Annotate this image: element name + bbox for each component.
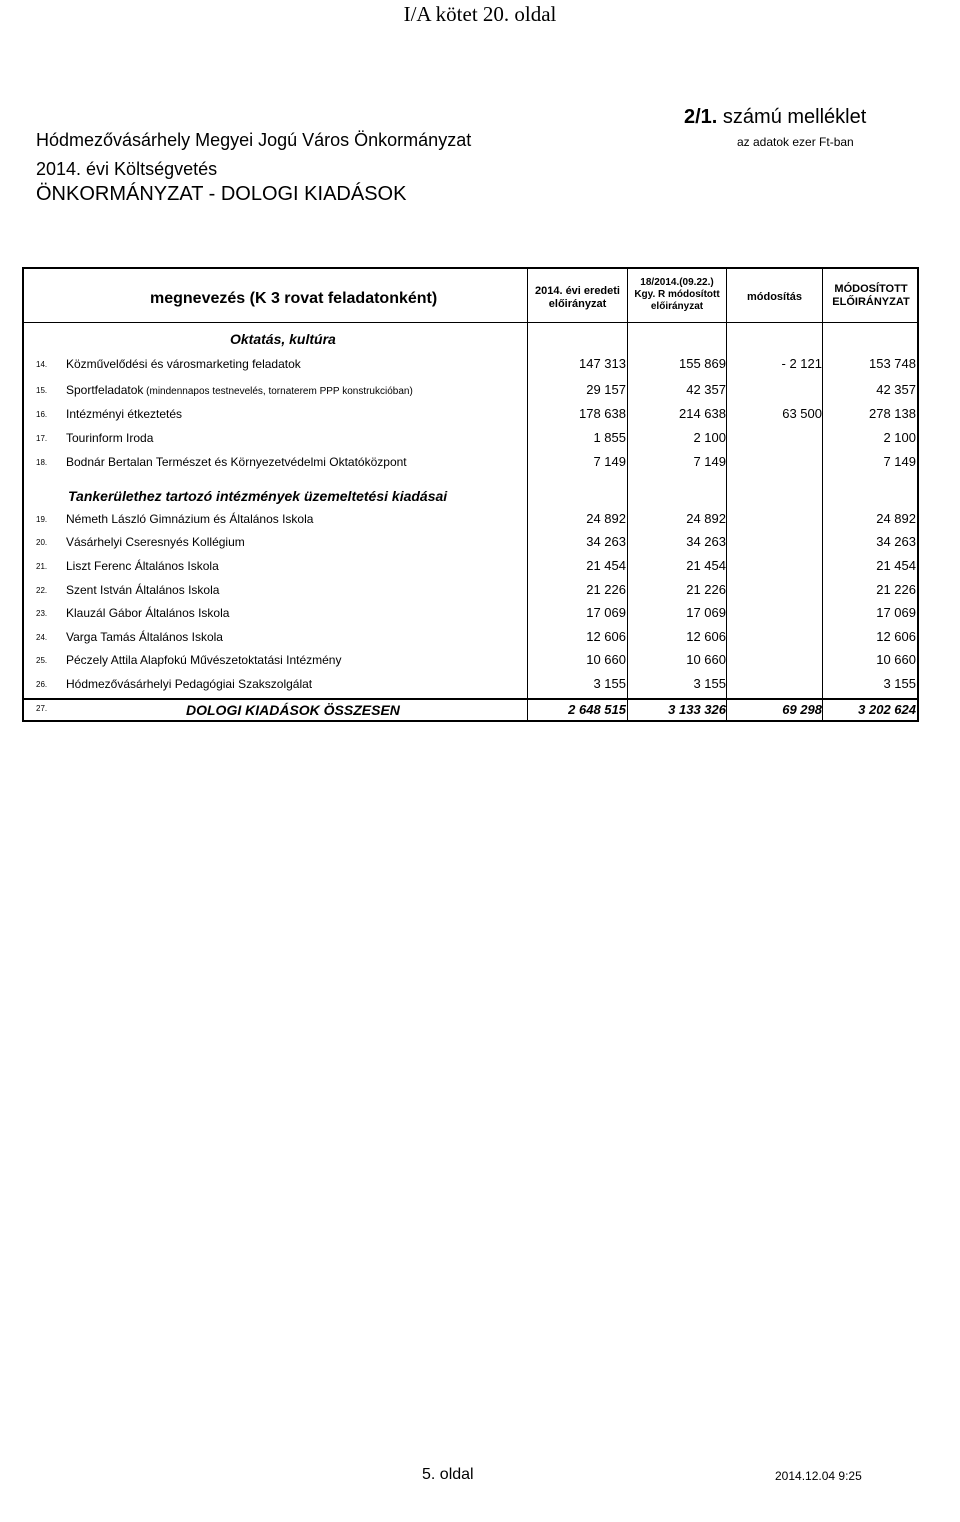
- row-number: 17.: [36, 434, 48, 443]
- cell-original: 7 149: [593, 454, 626, 469]
- cell-original: 29 157: [586, 382, 626, 397]
- row-name: Szent István Általános Iskola: [66, 583, 220, 597]
- row-number: 27.: [36, 704, 48, 713]
- table-row: [22, 354, 919, 376]
- table-row: [22, 380, 919, 402]
- cell-modified: 10 660: [876, 652, 916, 667]
- total-label: DOLOGI KIADÁSOK ÖSSZESEN: [186, 702, 400, 718]
- row-number: 22.: [36, 586, 48, 595]
- row-number: 19.: [36, 515, 48, 524]
- cell-amended: 155 869: [679, 356, 726, 371]
- row-number: 18.: [36, 458, 48, 467]
- volume-page-label: I/A kötet 20. oldal: [403, 2, 557, 26]
- table-row: [22, 674, 919, 696]
- row-number: 25.: [36, 656, 48, 665]
- cell-modified: 3 155: [883, 676, 916, 691]
- row-name: Vásárhelyi Cseresnyés Kollégium: [66, 535, 245, 549]
- total-modified: 3 202 624: [858, 702, 916, 717]
- cell-modified: 12 606: [876, 629, 916, 644]
- row-name: [66, 431, 153, 445]
- total-amended: 3 133 326: [668, 702, 726, 717]
- header-divider: [22, 322, 919, 323]
- cell-modified: 42 357: [876, 382, 916, 397]
- cell-original: 3 155: [593, 676, 626, 691]
- cell-modified: 278 138: [869, 406, 916, 421]
- section-heading: Tankerülethez tartozó intézmények üzemeltetési kiadásai: [68, 488, 448, 504]
- total-row: [22, 700, 919, 722]
- cell-original: 34 263: [586, 534, 626, 549]
- cell-modified: 17 069: [876, 605, 916, 620]
- table-row: [22, 428, 919, 450]
- cell-original: 12 606: [586, 629, 626, 644]
- cell-original: 10 660: [586, 652, 626, 667]
- header-line: előirányzat: [548, 298, 607, 310]
- row-number: 21.: [36, 562, 48, 571]
- header-line: 2014. évi eredeti: [534, 285, 620, 297]
- cell-original: 24 892: [586, 511, 626, 526]
- cell-amended: 34 263: [686, 534, 726, 549]
- cell-modified: 153 748: [869, 356, 916, 371]
- row-name-text: Közművelődési és városmarketing feladatok: [66, 357, 301, 371]
- annex-label: [684, 106, 866, 129]
- cell-original: 178 638: [579, 406, 626, 421]
- table-row: [22, 627, 919, 649]
- column-header-original: [528, 285, 627, 311]
- cell-change: - 2 121: [781, 356, 822, 371]
- cell-amended: 214 638: [679, 406, 726, 421]
- cell-amended: 21 226: [686, 582, 726, 597]
- table-row: [22, 580, 919, 602]
- total-original: 2 648 515: [568, 702, 626, 717]
- row-name: [66, 357, 301, 371]
- cell-amended: 7 149: [693, 454, 726, 469]
- footer-page-number: 5. oldal: [422, 1466, 474, 1483]
- cell-original: 21 226: [586, 582, 626, 597]
- row-name: Hódmezővásárhelyi Pedagógiai Szakszolgálat: [66, 677, 313, 691]
- organization-name: Hódmezővásárhely Megyei Jogú Város Önkormányzat: [36, 130, 472, 150]
- table-row: [22, 452, 919, 474]
- row-number: 23.: [36, 609, 48, 618]
- row-name-text: Tourinform Iroda: [66, 431, 154, 445]
- cell-amended: 3 155: [693, 676, 726, 691]
- cell-modified: 21 454: [876, 558, 916, 573]
- row-name-text: Intézményi étkeztetés: [66, 407, 183, 421]
- annex-number: 2/1.: [684, 106, 718, 128]
- row-name: [66, 407, 182, 421]
- row-number: 14.: [36, 360, 48, 369]
- cell-amended: 24 892: [686, 511, 726, 526]
- header-line: ELŐIRÁNYZAT: [832, 296, 910, 308]
- cell-original: 17 069: [586, 605, 626, 620]
- column-header-amended: [628, 277, 726, 313]
- column-header-change: módosítás: [746, 291, 802, 303]
- cell-modified: 7 149: [883, 454, 916, 469]
- row-name: Németh László Gimnázium és Általános Iskola: [66, 512, 314, 526]
- budget-year: 2014. évi Költségvetés: [36, 159, 218, 179]
- row-name-note: (mindennapos testnevelés, tornaterem PPP konstrukcióban): [143, 386, 413, 397]
- header-line: MÓDOSÍTOTT: [834, 283, 908, 295]
- cell-amended: 12 606: [686, 629, 726, 644]
- table-row: [22, 532, 919, 554]
- row-name: [66, 383, 413, 397]
- row-name: Varga Tamás Általános Iskola: [66, 630, 223, 644]
- cell-amended: 42 357: [686, 382, 726, 397]
- row-name: Liszt Ferenc Általános Iskola: [66, 559, 219, 573]
- unit-note: az adatok ezer Ft-ban: [737, 135, 854, 149]
- row-number: 24.: [36, 633, 48, 642]
- row-name-text: Bodnár Bertalan Természet és Környezetvédelmi Oktatóközpont: [66, 455, 407, 469]
- table-row: [22, 509, 919, 531]
- annex-text: számú melléklet: [722, 106, 867, 128]
- cell-amended: 2 100: [693, 430, 726, 445]
- row-number: 26.: [36, 680, 48, 689]
- row-number: 20.: [36, 538, 48, 547]
- document-title: ÖNKORMÁNYZAT - DOLOGI KIADÁSOK: [36, 183, 407, 205]
- column-header-modified: [823, 283, 919, 309]
- row-number: 16.: [36, 410, 48, 419]
- table-row: [22, 404, 919, 426]
- cell-original: 21 454: [586, 558, 626, 573]
- header-line: előirányzat: [650, 301, 704, 312]
- cell-amended: 21 454: [686, 558, 726, 573]
- cell-amended: 10 660: [686, 652, 726, 667]
- table-row: [22, 650, 919, 672]
- header-line: Kgy. R módosított: [634, 289, 720, 300]
- column-header-name: megnevezés (K 3 rovat feladatonként): [150, 290, 438, 307]
- cell-original: 147 313: [579, 356, 626, 371]
- cell-modified: 2 100: [883, 430, 916, 445]
- cell-modified: 34 263: [876, 534, 916, 549]
- table-row: [22, 556, 919, 578]
- table-row: [22, 603, 919, 625]
- row-name: Klauzál Gábor Általános Iskola: [66, 606, 230, 620]
- cell-modified: 21 226: [876, 582, 916, 597]
- cell-modified: 24 892: [876, 511, 916, 526]
- row-name: [66, 455, 407, 469]
- cell-change: 63 500: [782, 406, 822, 421]
- cell-amended: 17 069: [686, 605, 726, 620]
- header-line: 18/2014.(09.22.): [640, 277, 714, 288]
- row-number: 15.: [36, 386, 48, 395]
- section-heading: Oktatás, kultúra: [230, 331, 336, 347]
- row-name-text: Sportfeladatok: [66, 383, 144, 397]
- cell-original: 1 855: [593, 430, 626, 445]
- row-name: Péczely Attila Alapfokú Művészetoktatási Intézmény: [66, 653, 342, 667]
- total-change: 69 298: [782, 702, 822, 717]
- footer-timestamp: 2014.12.04 9:25: [775, 1469, 862, 1483]
